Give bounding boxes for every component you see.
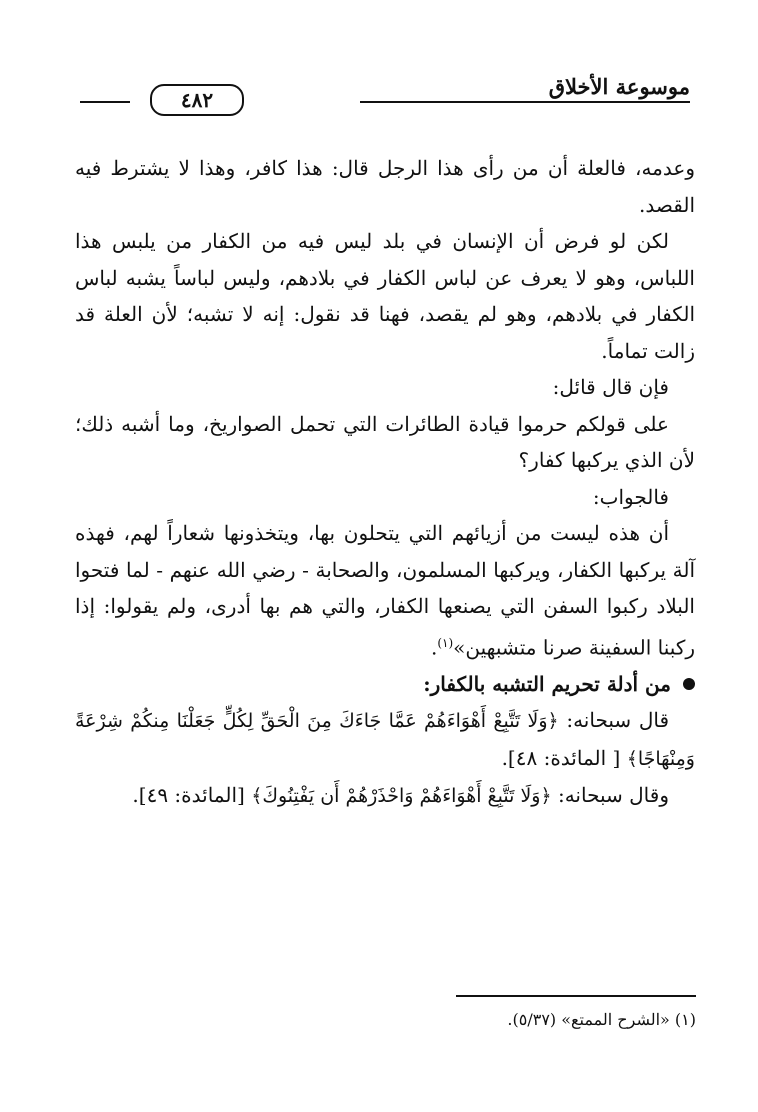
paragraph-3: فإن قال قائل: <box>552 375 669 399</box>
section-heading-text: من أدلة تحريم التشبه بالكفار: <box>423 671 671 696</box>
header-rule-left <box>80 101 130 103</box>
footnote-divider <box>456 995 696 997</box>
footnote: (١) «الشرح الممتع» (٥/٣٧). <box>507 1010 696 1029</box>
verse-1-quote: ﴿وَلَا تَتَّبِعْ أَهْوَاءَهُمْ عَمَّا جَاءَكَ مِنَ الْحَقِّ لِكُلٍّ جَعَلْنَا مِنكُمْ شِرْعَةً وَمِنْهَاجًا﴾ <box>75 710 695 770</box>
paragraph-1: وعدمه، فالعلة أن من رأى هذا الرجل قال: هذا كافر، وهذا لا يشترط فيه القصد. <box>75 156 695 217</box>
paragraph-4: على قولكم حرموا قيادة الطائرات التي تحمل الصواريخ، وما أشبه ذلك؛ لأن الذي يركبها كفار؟ <box>75 411 695 472</box>
page-number-box <box>150 84 244 116</box>
page-number: ٤٨٢ <box>180 88 214 112</box>
page-header <box>70 70 690 120</box>
book-title: موسوعة الأخلاق <box>548 74 690 99</box>
paragraph-2: لكن لو فرض أن الإنسان في بلد ليس فيه من الكفار من يلبس هذا اللباس، وهو لا يعرف عن لباس الكفار في بلادهم، وليس لباساً يشبه لباس الكفار في بلادهم، وهو لم يقصد، فهنا قد نقول: إنه لا تشبه؛ لأن العلة قد زالت تماماً. <box>75 229 695 363</box>
main-text <box>75 150 695 815</box>
verse-2-intro: وقال سبحانه: <box>551 783 669 808</box>
header-rule-right <box>360 101 690 103</box>
verse-1-intro: قال سبحانه: <box>558 708 670 733</box>
paragraph-6 <box>75 515 695 666</box>
verse-2 <box>75 777 695 815</box>
verse-1 <box>75 702 695 777</box>
paragraph-6-text: أن هذه ليست من أزيائهم التي يتحلون بها، ويتخذونها شعاراً لهم، فهذه آلة يركبها الكفار، ويركبها المسلمون، والصحابة - رضي الله عنهم - لما فتحوا البلاد ركبوا السفن التي يصنعها الكفار، والتي هم بها أدرى، ولم يقولوا: إذا ركبنا السفينة صرنا متشبهين» <box>75 521 695 660</box>
verse-1-reference: [ المائدة: ٤٨]. <box>501 745 627 770</box>
bullet-icon <box>683 678 695 690</box>
section-heading <box>75 666 695 703</box>
verse-2-quote: ﴿وَلَا تَتَّبِعْ أَهْوَاءَهُمْ وَاحْذَرْهُمْ أَن يَفْتِنُوكَ﴾ <box>251 785 552 808</box>
verse-2-reference: [المائدة: ٤٩]. <box>132 783 252 808</box>
footnote-ref-1: (١) <box>437 635 454 650</box>
paragraph-6-end: . <box>430 635 438 660</box>
paragraph-5: فالجواب: <box>592 484 669 509</box>
